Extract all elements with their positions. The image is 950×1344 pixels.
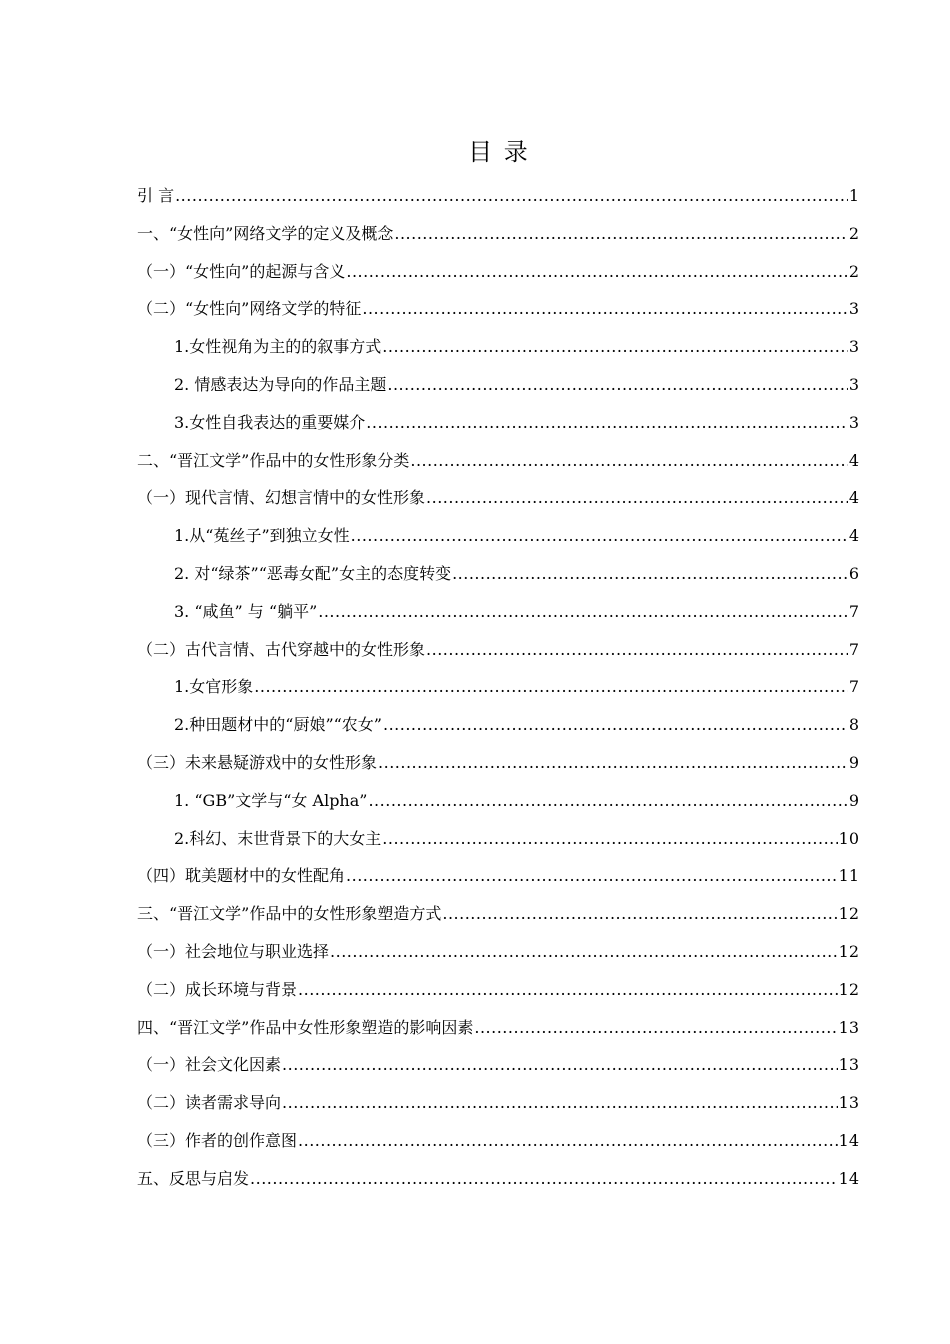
toc-entry-page-number: 12	[838, 941, 859, 961]
toc-entry[interactable]	[137, 328, 859, 366]
toc-entry-page-number: 4	[848, 526, 859, 546]
toc-entry[interactable]	[137, 366, 859, 404]
toc-entry-label: （三）未来悬疑游戏中的女性形象	[137, 752, 378, 772]
toc-entry-label: 二、“晋江文学”作品中的女性形象分类	[137, 450, 410, 470]
toc-entry-label: 2.科幻、末世背景下的大女主	[174, 828, 382, 848]
toc-entry[interactable]	[137, 744, 859, 782]
toc-entry[interactable]	[137, 1046, 859, 1084]
toc-entry[interactable]	[137, 290, 859, 328]
toc-entry-label: 四、“晋江文学”作品中女性形象塑造的影响因素	[137, 1017, 474, 1037]
toc-entry-label: 2. 情感表达为导向的作品主题	[174, 374, 387, 394]
toc-entry[interactable]	[137, 820, 859, 858]
toc-entry-page-number: 7	[848, 601, 859, 621]
toc-entry-page-number: 7	[848, 639, 859, 659]
toc-entry-label: （四）耽美题材中的女性配角	[137, 866, 346, 886]
toc-dot-leader	[298, 1122, 838, 1160]
toc-entry[interactable]	[137, 479, 859, 517]
toc-dot-leader	[387, 366, 847, 404]
toc-entry-page-number: 4	[848, 488, 859, 508]
page-title: 目 录	[468, 138, 530, 166]
toc-entry-page-number: 8	[848, 715, 859, 735]
toc-dot-leader	[452, 555, 848, 593]
toc-dot-leader	[318, 593, 848, 631]
toc-entry-label: 1.女性视角为主的的叙事方式	[174, 337, 382, 357]
toc-dot-leader	[254, 668, 848, 706]
toc-entry[interactable]	[137, 517, 859, 555]
toc-dot-leader	[382, 328, 848, 366]
toc-entry-page-number: 9	[848, 790, 859, 810]
toc-entry-label: （二）成长环境与背景	[137, 979, 298, 999]
toc-entry-page-number: 11	[838, 866, 859, 886]
toc-entry-page-number: 12	[838, 904, 859, 924]
toc-dot-leader	[442, 895, 837, 933]
toc-dot-leader	[351, 517, 848, 555]
toc-entry-page-number: 14	[838, 1130, 859, 1150]
toc-entry-label: （一）社会地位与职业选择	[137, 941, 330, 961]
toc-dot-leader	[368, 782, 847, 820]
toc-entry-label: 2.种田题材中的“厨娘”“农女”	[174, 715, 382, 735]
toc-entry-label: 3. “咸鱼” 与 “躺平”	[174, 601, 318, 621]
toc-entry-page-number: 10	[838, 828, 859, 848]
toc-entry-page-number: 6	[848, 563, 859, 583]
toc-entry[interactable]	[137, 1160, 859, 1198]
toc-entry[interactable]	[137, 668, 859, 706]
toc-entry-page-number: 12	[838, 979, 859, 999]
toc-entry-page-number: 9	[848, 752, 859, 772]
toc-dot-leader	[426, 479, 848, 517]
toc-entry-label: （二）读者需求导向	[137, 1093, 282, 1113]
toc-entry[interactable]	[137, 782, 859, 820]
toc-dot-leader	[346, 857, 838, 895]
toc-entry[interactable]	[137, 215, 859, 253]
toc-dot-leader	[383, 706, 848, 744]
toc-entry-page-number: 2	[848, 261, 859, 281]
toc-entry-label: （一）社会文化因素	[137, 1055, 282, 1075]
toc-entry[interactable]	[137, 177, 859, 215]
toc-dot-leader	[175, 177, 848, 215]
toc-entry[interactable]	[137, 404, 859, 442]
toc-dot-leader	[410, 442, 847, 480]
toc-dot-leader	[298, 971, 838, 1009]
toc-dot-leader	[378, 744, 848, 782]
toc-entry[interactable]	[137, 442, 859, 480]
toc-entry-label: 三、“晋江文学”作品中的女性形象塑造方式	[137, 904, 442, 924]
toc-entry[interactable]	[137, 857, 859, 895]
toc-entry-label: （二）古代言情、古代穿越中的女性形象	[137, 639, 426, 659]
table-of-contents	[137, 177, 859, 1198]
toc-entry-label: （一）现代言情、幻想言情中的女性形象	[137, 488, 426, 508]
toc-entry[interactable]	[137, 1009, 859, 1047]
toc-entry-label: 1.从“菟丝子”到独立女性	[174, 526, 350, 546]
toc-entry-label: 1. “GB”文学与“女 Alpha”	[174, 790, 368, 810]
toc-entry[interactable]	[137, 1084, 859, 1122]
toc-dot-leader	[362, 290, 847, 328]
toc-entry-page-number: 3	[848, 374, 859, 394]
toc-dot-leader	[382, 820, 837, 858]
toc-entry-label: 引 言	[137, 186, 175, 205]
toc-entry-label: （一）“女性向”的起源与含义	[137, 261, 346, 281]
toc-entry-page-number: 2	[848, 223, 859, 243]
toc-entry[interactable]	[137, 895, 859, 933]
toc-entry[interactable]	[137, 593, 859, 631]
toc-entry-label: 3.女性自我表达的重要媒介	[174, 412, 366, 432]
toc-entry-page-number: 1	[848, 186, 859, 205]
toc-entry-label: 2. 对“绿茶”“恶毒女配”女主的态度转变	[174, 563, 452, 583]
toc-dot-leader	[426, 631, 848, 669]
toc-dot-leader	[330, 933, 838, 971]
toc-dot-leader	[282, 1046, 838, 1084]
toc-dot-leader	[366, 404, 848, 442]
toc-entry[interactable]	[137, 555, 859, 593]
toc-entry-page-number: 14	[838, 1168, 859, 1188]
toc-entry-page-number: 7	[848, 677, 859, 697]
toc-dot-leader	[282, 1084, 838, 1122]
toc-dot-leader	[346, 253, 847, 291]
toc-dot-leader	[250, 1160, 838, 1198]
toc-dot-leader	[394, 215, 847, 253]
toc-entry-page-number: 3	[848, 337, 859, 357]
toc-entry-page-number: 13	[838, 1055, 859, 1075]
toc-entry-label: （二）“女性向”网络文学的特征	[137, 299, 362, 319]
toc-entry-page-number: 13	[838, 1093, 859, 1113]
toc-entry[interactable]	[137, 631, 859, 669]
toc-entry-label: 一、“女性向”网络文学的定义及概念	[137, 223, 394, 243]
toc-entry[interactable]	[137, 1122, 859, 1160]
toc-dot-leader	[474, 1009, 837, 1047]
toc-entry-page-number: 3	[848, 412, 859, 432]
toc-entry-page-number: 4	[848, 450, 859, 470]
toc-entry[interactable]	[137, 253, 859, 291]
toc-entry-page-number: 13	[838, 1017, 859, 1037]
toc-entry-page-number: 3	[848, 299, 859, 319]
toc-entry-label: 五、反思与启发	[137, 1168, 250, 1188]
toc-entry[interactable]	[137, 706, 859, 744]
toc-entry[interactable]	[137, 933, 859, 971]
toc-entry[interactable]	[137, 971, 859, 1009]
toc-entry-label: （三）作者的创作意图	[137, 1130, 298, 1150]
toc-entry-label: 1.女官形象	[174, 677, 254, 697]
